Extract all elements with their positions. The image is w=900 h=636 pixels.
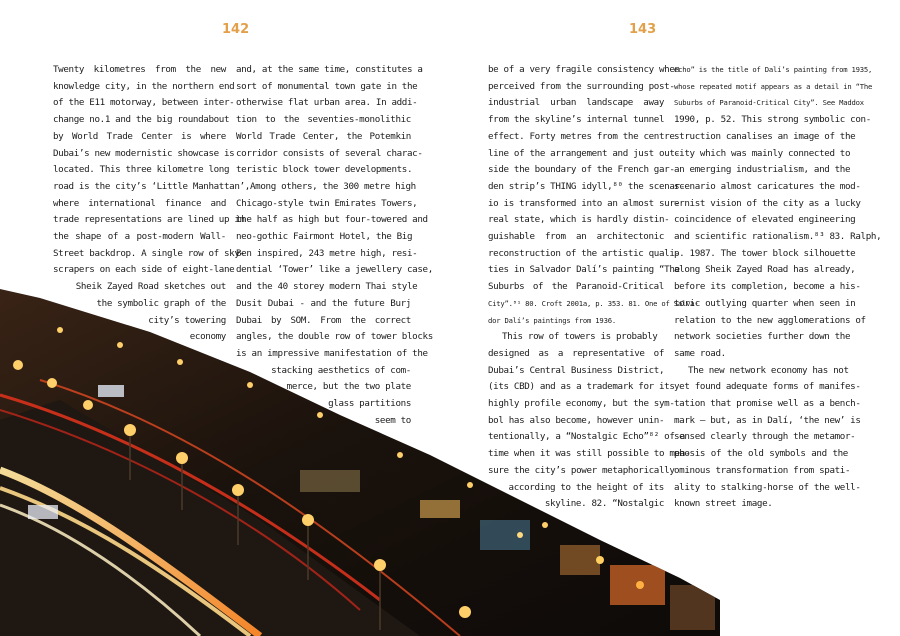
text-line: Dubai’s new modernistic showcase is [53,147,235,159]
text-line: teristic block tower developments. [236,164,413,176]
text-line: phosis of the old symbols and the [674,448,848,460]
text-line: Chicago-style twin Emirates Towers, [236,197,418,209]
text-line: change no.1 and the big roundabout [53,114,230,126]
text-line: road is the city’s ‘Little Manhattan’, [53,180,250,192]
text-line: corridor consists of several charac- [236,147,423,159]
text-line: ties in Salvador Dalí’s painting “The [488,264,680,276]
text-line: skyline. 82. “Nostalgic [544,498,664,510]
text-line: coincidence of elevated engineering [674,214,856,226]
text-line: angles, the double row of tower blocks [236,331,433,343]
text-line: the symbolic graph of the [96,297,226,309]
text-line: according to the height of its [508,481,664,493]
text-line: ality to stalking-horse of the well- [674,481,861,493]
text-line: relation to the new agglomerations of [674,314,866,326]
text-line: along Sheik Zayed Road has already, [674,264,856,276]
text-column-1 [53,62,250,346]
text-line: of the E11 motorway, between inter- [53,97,235,109]
text-line: Suburbs of Paranoid-Critical City”. See Maddox [674,98,864,108]
text-line: knowledge city, in the northern end [53,80,235,92]
text-line: Sheik Zayed Road sketches out [75,281,226,293]
text-line: sure the city’s power metaphorically [488,464,675,476]
text-line: ernist vision of the city as a lucky [674,197,861,209]
text-line: an emerging industrialism, and the [674,164,851,176]
text-line: World Trade Center, the Potemkin [236,130,411,142]
text-line: Dubai by SOM. From the correct [236,314,411,326]
text-line: tion to the seventies-monolithic [236,114,411,126]
text-line: trade representations are lined up in [53,214,245,226]
text-line: where international finance and [53,197,226,209]
text-line: and scientific rationalism.⁸³ 83. Ralph, [674,231,882,243]
text-line: guishable from an architectonic [488,231,664,243]
text-line: ominous transformation from spati- [674,464,851,476]
text-line: seem to [374,414,411,426]
text-line: (its CBD) and as a trademark for its [488,381,675,393]
page-number-left: 142 [222,22,250,37]
text-line: reconstruction of the artistic quali- [488,247,680,259]
text-line: Twenty kilometres from the new [53,64,226,75]
text-line: yet found adequate forms of manifes- [674,381,861,393]
text-line: same road. [674,347,726,359]
text-line: the shape of a post-modern Wall- [53,231,226,243]
text-line: This row of towers is probably [502,331,658,343]
text-line: designed as a representative of [488,347,664,359]
text-line: scrapers on each side of eight-lane [53,264,235,276]
text-line: The new network economy has not [688,364,849,376]
text-line: mark – but, as in Dalí, ‘the new’ is [674,414,861,426]
text-line: p. 1987. The tower block silhouette [674,247,856,259]
text-line: from the skyline’s internal tunnel [488,114,665,126]
text-line: real state, which is hardly distin- [488,214,670,226]
text-line: the half as high but four-towered and [236,214,428,226]
text-line: before its completion, become a his- [674,281,861,293]
text-line: Among others, the 300 metre high [250,180,416,192]
text-column-4 [674,62,882,513]
text-line: by World Trade Center is where [53,130,226,142]
page-number-right: 143 [629,22,657,37]
text-line: scenario almost caricatures the mod- [674,180,861,192]
text-line: known street image. [674,498,773,510]
text-line: be of a very fragile consistency when [488,64,680,75]
text-line: struction canalises an image of the [674,130,856,142]
text-line: highly profile economy, but the sym- [488,398,675,410]
text-line: tation that promise well as a bench- [674,398,861,410]
text-line: tentionally, a “Nostalgic Echo”⁸² of a [488,431,685,443]
text-column-2 [236,62,433,429]
text-column-3 [488,62,699,513]
text-line: Ben inspired, 243 metre high, resi- [236,247,418,259]
text-line: Dusit Dubai - and the future Burj [236,297,411,309]
text-line: sort of monumental town gate in the [236,80,418,92]
text-line: stacking aesthetics of com- [271,364,411,376]
text-line: and, at the same time, constitutes a [236,64,423,75]
text-line: Suburbs of the Paranoid-Critical [488,281,664,293]
text-line: side the boundary of the French gar- [488,164,675,176]
text-line: io is transformed into an almost sur- [488,197,680,209]
text-line: den strip’s THING idyll,⁸⁰ the scenar- [488,180,685,192]
text-line: 1990, p. 52. This strong symbolic con- [674,114,871,126]
text-line: perceived from the surrounding post- [488,80,675,92]
text-line: dor Dalí’s paintings from 1936. [488,315,616,325]
text-line: whose repeated motif appears as a detail in “The [674,81,873,91]
text-line: toric outlying quarter when seen in [674,297,856,309]
text-line: located. This three kilometre long [53,164,230,176]
text-line: city which was mainly connected to [674,147,851,159]
text-line: otherwise flat urban area. In addi- [236,97,418,109]
text-line: Street backdrop. A single row of sky- [53,247,245,259]
text-line: time when it was still possible to mea- [488,448,691,460]
text-line: is an impressive manifestation of the [236,347,428,359]
text-line: merce, but the two plate [286,381,411,393]
text-line: bol has also become, however unin- [488,414,665,426]
text-line: City”.⁸¹ 80. Croft 2001a, p. 353. 81. One of Salva- [488,298,699,308]
text-line: network societies further down the [674,331,851,343]
text-line: sensed clearly through the metamor- [674,431,856,443]
text-line: Dubai’s Central Business District, [488,364,665,376]
text-line: and the 40 storey modern Thai style [236,281,418,293]
text-line: industrial urban landscape away [488,97,664,109]
text-line: neo-gothic Fairmont Hotel, the Big [236,231,413,243]
text-line: effect. Forty metres from the centre [488,130,675,142]
text-line: echo” is the title of Dalí’s painting from 1935, [674,65,873,74]
text-line: city’s towering [148,314,226,326]
text-line: glass partitions [328,398,411,410]
text-line: economy [189,331,226,343]
text-line: dential ‘Tower’ like a jewellery case, [236,264,433,276]
text-line: line of the arrangement and just out- [488,147,680,159]
